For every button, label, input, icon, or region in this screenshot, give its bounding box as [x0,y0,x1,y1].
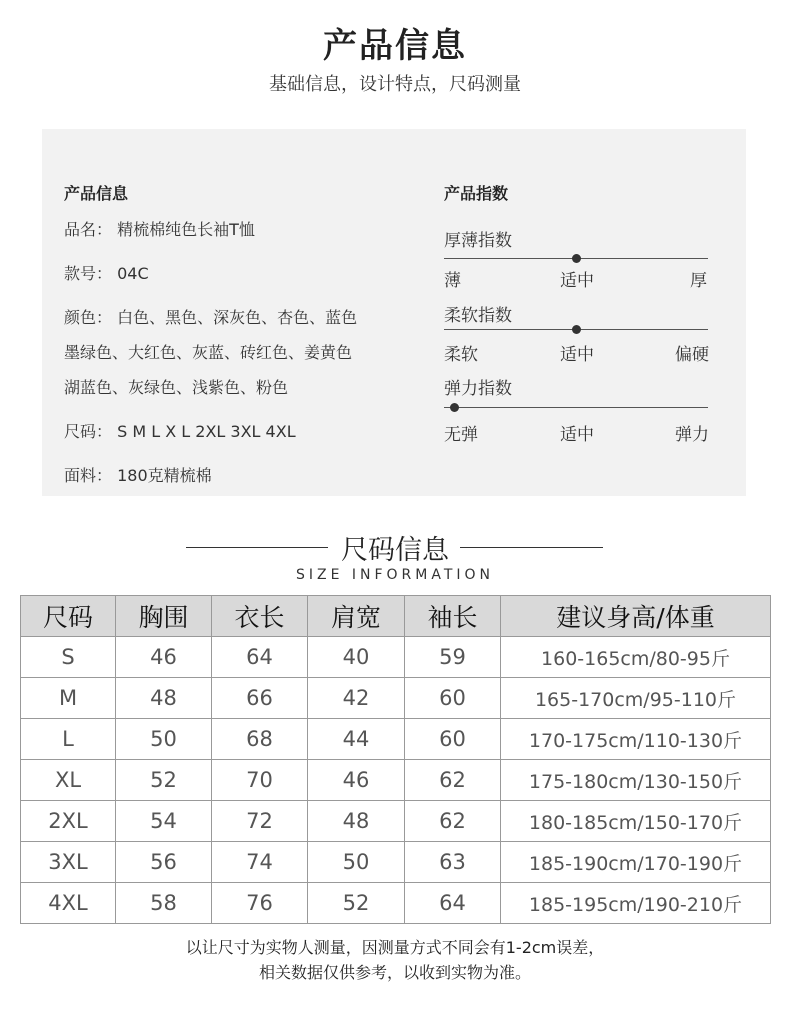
cell-shoulder: 50 [308,842,405,883]
size-table-header [21,596,771,637]
header-height-weight: 建议身高/体重 [501,596,771,637]
index-name-thickness: 厚薄指数 [444,231,512,251]
cell-length: 70 [212,760,308,801]
thickness-label-left: 薄 [444,271,461,291]
size-table [20,595,771,924]
cell-sleeve: 60 [405,719,501,760]
cell-length: 64 [212,637,308,678]
product-sizes: 尺码： S M L X L 2XL 3XL 4XL [64,422,296,441]
header-sleeve: 袖长 [405,596,501,637]
cell-sleeve: 64 [405,883,501,924]
cell-size: M [21,678,116,719]
cell-length: 72 [212,801,308,842]
index-name-softness: 柔软指数 [444,306,512,326]
size-section-subtitle: SIZE INFORMATION [295,567,495,583]
cell-sleeve: 63 [405,842,501,883]
cell-shoulder: 44 [308,719,405,760]
cell-height-weight: 185-190cm/170-190斤 [501,842,771,883]
elasticity-scale-marker [450,403,459,412]
cell-height-weight: 160-165cm/80-95斤 [501,637,771,678]
cell-height-weight: 185-195cm/190-210斤 [501,883,771,924]
softness-scale-marker [572,325,581,334]
cell-chest: 56 [116,842,212,883]
cell-chest: 54 [116,801,212,842]
product-code: 款号： 04C [64,264,149,283]
elasticity-label-right: 弹力 [675,425,709,445]
cell-size: 3XL [21,842,116,883]
index-name-elasticity: 弹力指数 [444,379,512,399]
header-chest: 胸围 [116,596,212,637]
cell-shoulder: 42 [308,678,405,719]
cell-size: 4XL [21,883,116,924]
table-row [21,842,771,883]
header-shoulder: 肩宽 [308,596,405,637]
footer-note-line-2: 相关数据仅供参考，以收到实物为准。 [258,963,531,982]
softness-label-mid: 适中 [560,345,594,365]
header-length: 衣长 [212,596,308,637]
cell-sleeve: 62 [405,801,501,842]
cell-height-weight: 165-170cm/95-110斤 [501,678,771,719]
cell-chest: 52 [116,760,212,801]
cell-sleeve: 62 [405,760,501,801]
page-title: 产品信息 [323,26,467,66]
cell-chest: 50 [116,719,212,760]
elasticity-scale-track [444,407,708,408]
product-colors-line-3: 湖蓝色、灰绿色、浅紫色、粉色 [64,378,289,397]
table-row [21,801,771,842]
cell-size: L [21,719,116,760]
cell-shoulder: 52 [308,883,405,924]
info-heading: 产品信息 [64,184,129,203]
product-colors-line-2: 墨绿色、大红色、灰蓝、砖红色、姜黄色 [64,343,353,362]
indices-heading: 产品指数 [444,184,509,203]
elasticity-label-mid: 适中 [560,425,594,445]
header-size: 尺码 [21,596,116,637]
cell-shoulder: 48 [308,801,405,842]
product-name: 品名： 精梳棉纯色长袖T恤 [64,220,255,239]
table-row [21,719,771,760]
cell-chest: 46 [116,637,212,678]
table-row [21,760,771,801]
cell-sleeve: 59 [405,637,501,678]
cell-height-weight: 180-185cm/150-170斤 [501,801,771,842]
cell-chest: 58 [116,883,212,924]
page-subtitle: 基础信息，设计特点，尺码测量 [269,74,521,95]
footer-note-line-1: 以让尺寸为实物人测量，因测量方式不同会有1-2cm误差， [185,938,605,957]
softness-label-right: 偏硬 [675,345,709,365]
softness-label-left: 柔软 [444,345,478,365]
cell-size: S [21,637,116,678]
cell-shoulder: 46 [308,760,405,801]
elasticity-label-left: 无弹 [444,425,478,445]
cell-size: XL [21,760,116,801]
table-row [21,883,771,924]
cell-length: 66 [212,678,308,719]
product-fabric: 面料： 180克精梳棉 [64,466,212,485]
cell-height-weight: 170-175cm/110-130斤 [501,719,771,760]
thickness-label-mid: 适中 [560,271,594,291]
product-colors-line-1: 颜色： 白色、黑色、深灰色、杏色、蓝色 [64,308,358,327]
cell-chest: 48 [116,678,212,719]
thickness-scale-marker [572,254,581,263]
cell-length: 74 [212,842,308,883]
table-row [21,637,771,678]
table-row [21,678,771,719]
cell-shoulder: 40 [308,637,405,678]
cell-sleeve: 60 [405,678,501,719]
cell-height-weight: 175-180cm/130-150斤 [501,760,771,801]
cell-size: 2XL [21,801,116,842]
thickness-label-right: 厚 [690,271,707,291]
size-section-title: 尺码信息 [341,535,449,566]
cell-length: 68 [212,719,308,760]
cell-length: 76 [212,883,308,924]
